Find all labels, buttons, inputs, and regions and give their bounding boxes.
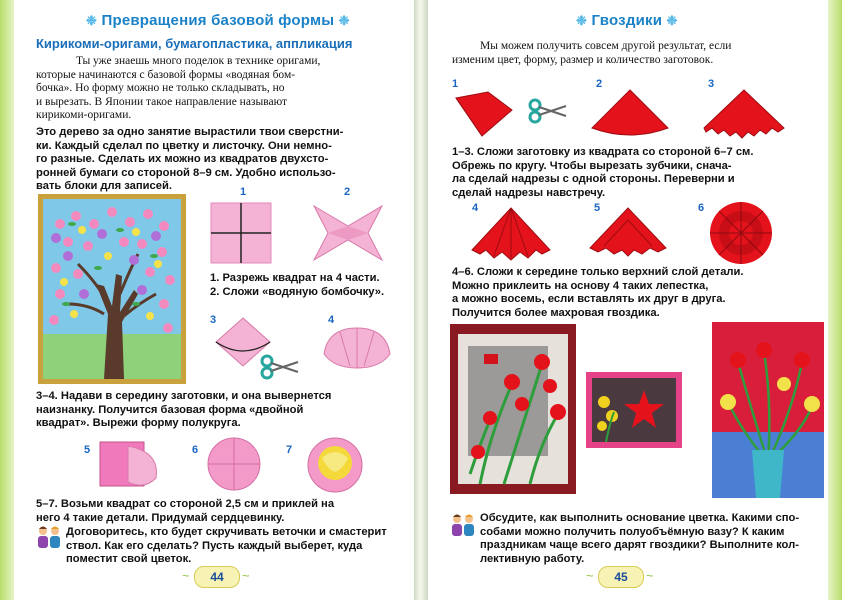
text-line: а можно восемь, если вставлять их друг в друга. <box>452 293 726 305</box>
page-number-decoration: ~ <box>646 568 654 583</box>
text-line: и вырезать. В Японии такое направление называют <box>36 95 288 108</box>
four-petal-figure <box>204 436 264 492</box>
text-line: поместит свой цветок. <box>66 553 192 565</box>
page-number: 45 <box>598 566 644 588</box>
semicircle-figure <box>320 324 394 370</box>
text-line: Обрежь по кругу. Чтобы вырезать зубчики, снача- <box>452 159 732 172</box>
step-number: 4 <box>328 314 335 326</box>
text-line: 1. Разрежь квадрат на 4 части. <box>210 272 380 284</box>
group-work-icon <box>450 512 476 538</box>
text-line: бочка». Но форму можно не только складывать, но <box>36 82 285 95</box>
step-number: 6 <box>192 444 199 456</box>
right-page-edge <box>828 0 842 600</box>
book-gutter <box>414 0 428 600</box>
step-number: 1 <box>452 78 459 90</box>
page-number-decoration: ~ <box>182 568 190 583</box>
red-carnation-figure <box>706 200 776 266</box>
square-with-petal-figure <box>98 438 162 490</box>
right-page <box>428 0 828 600</box>
left-page-subtitle: Кирикоми-оригами, бумагопластика, аппликация <box>36 36 353 51</box>
left-page <box>14 0 414 600</box>
finished-flower-figure <box>304 436 366 494</box>
text-line: изменим цвет, форму, размер и количество заготовок. <box>452 53 714 66</box>
step-number: 3 <box>708 78 715 90</box>
step-number: 2 <box>596 78 603 90</box>
page-number-decoration: ~ <box>242 568 250 583</box>
carnation-postcard-photo <box>450 324 576 494</box>
text-line: Договоритесь, кто будет скручивать веточки и смастерит <box>66 526 387 538</box>
red-layered-fan-figure <box>588 206 668 260</box>
discussion-paragraph <box>480 512 824 566</box>
step-number: 7 <box>286 444 293 456</box>
waterbomb-figure <box>310 200 386 266</box>
intro-paragraph <box>36 55 396 123</box>
step-number: 2 <box>344 186 351 198</box>
left-page-edge <box>0 0 14 600</box>
red-notched-fan-figure <box>702 88 786 142</box>
text-line: Обсудите, как выполнить основание цветка. Какими спо- <box>480 512 800 524</box>
tree-task-paragraph <box>36 126 396 194</box>
scissors-icon <box>528 98 568 124</box>
steps-5-7 <box>36 498 406 525</box>
steps-1-2 <box>210 272 410 299</box>
step-number: 6 <box>698 202 705 214</box>
text-line: наизнанку. Получится базовая форма «двойной <box>36 403 304 416</box>
left-page-title: Превращения базовой формы <box>101 12 335 29</box>
intro-paragraph <box>452 40 812 67</box>
text-line: праздникам чаще всего дарят гвоздики? Выполните кол- <box>480 539 799 551</box>
page-number-decoration: ~ <box>586 568 594 583</box>
text-line: 3–4. Надави в середину заготовки, и она вывернется <box>36 390 332 402</box>
text-line: вать блоки для записей. <box>36 180 172 192</box>
text-line: 5–7. Возьми квадрат со стороной 2,5 см и приклей на <box>36 498 335 510</box>
step-number: 5 <box>84 444 91 456</box>
text-line: ки. Каждый сделал по цветку и листочку. Они немно- <box>36 139 332 152</box>
text-line: лективную работу. <box>480 552 585 565</box>
text-line: Это дерево за одно занятие вырастили твои сверстни- <box>36 126 344 138</box>
cut-square-figure <box>210 202 272 264</box>
group-task-paragraph <box>66 526 410 567</box>
text-line: квадрат». Вырежи форму полукруга. <box>36 417 241 429</box>
text-line: кирикоми-оригами. <box>36 109 132 122</box>
text-line: 4–6. Сложи к середине только верхний слой детали. <box>452 266 744 278</box>
group-work-icon <box>36 524 62 550</box>
page-number: 44 <box>194 566 240 588</box>
text-line: сделай надрезы навстречу. <box>452 186 606 199</box>
right-page-title: Гвоздики <box>591 12 663 29</box>
scissors-icon <box>260 354 300 380</box>
step-number: 4 <box>472 202 479 214</box>
text-line: 2. Сложи «водяную бомбочку». <box>210 285 385 298</box>
swirl-icon: ❉ <box>338 13 350 28</box>
text-line: которые начинаются с базовой формы «водяная бом- <box>36 68 296 81</box>
step-number: 1 <box>240 186 247 198</box>
steps-3-4 <box>36 390 406 431</box>
text-line: Можно приклеить на основу 4 таких лепестка, <box>452 279 709 292</box>
swirl-icon: ❉ <box>576 13 588 28</box>
text-line: собами можно получить полуобъёмную вазу? К каким <box>480 525 785 538</box>
text-line: го разные. Сделать их можно из квадратов двухсто- <box>36 153 329 165</box>
text-line: ронней бумаги со стороной 8–9 см. Удобно использо- <box>36 166 336 179</box>
steps-4-6 <box>452 266 818 320</box>
step-number: 3 <box>210 314 217 326</box>
text-line: Ты уже знаешь много поделок в технике оригами, <box>76 55 321 67</box>
red-cut-fan-figure <box>590 88 670 140</box>
text-line: 1–3. Сложи заготовку из квадрата со стороной 6–7 см. <box>452 146 754 158</box>
text-line: Мы можем получить совсем другой результат, если <box>480 40 732 52</box>
text-line: него 4 такие детали. Придумай сердцевинку. <box>36 511 285 524</box>
carnation-vase-photo <box>712 322 824 498</box>
text-line: Получится более махровая гвоздика. <box>452 306 660 319</box>
steps-1-3 <box>452 146 818 200</box>
swirl-icon: ❉ <box>86 13 98 28</box>
red-pleated-fan-figure <box>470 206 552 262</box>
text-line: ствол. Как его сделать? Пусть каждый выберет, куда <box>66 539 363 552</box>
step-number: 5 <box>594 202 601 214</box>
left-page-title-row <box>86 12 350 29</box>
star-card-photo <box>586 372 682 448</box>
red-folded-square-figure <box>452 90 516 140</box>
right-page-title-row <box>576 12 678 29</box>
text-line: ла сделай надрезы с одной стороны. Переверни и <box>452 173 735 185</box>
paper-tree-photo <box>38 194 186 384</box>
swirl-icon: ❉ <box>666 13 678 28</box>
